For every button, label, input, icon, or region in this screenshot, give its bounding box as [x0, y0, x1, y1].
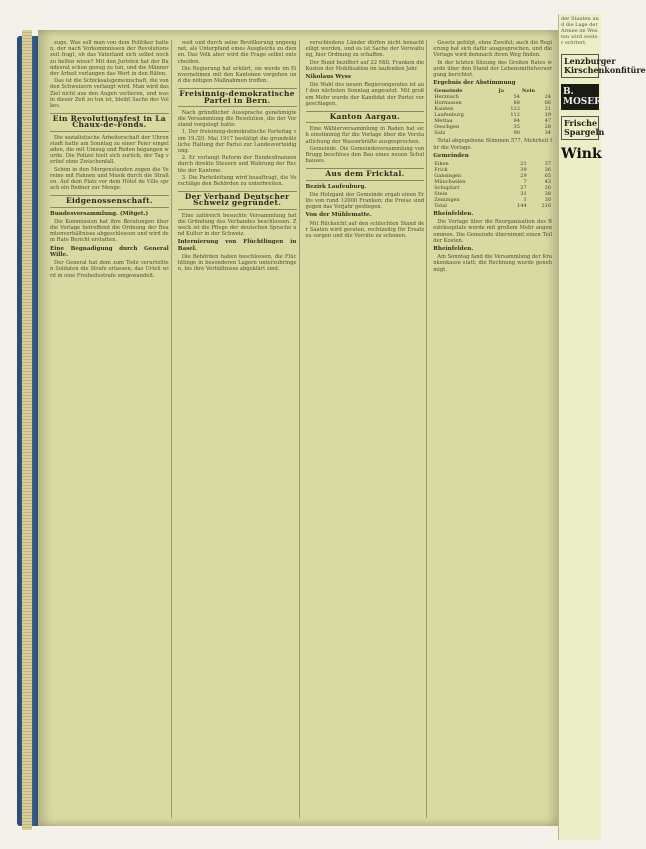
paragraph: Am Sonntag fand die Versammlung der Krankenkasse statt; die Rechnung wurde genehmigt.	[433, 254, 552, 273]
headline: Ein Revolutionsfest in La Chaux-de-Fonds.	[50, 113, 169, 131]
vote-table	[433, 88, 552, 136]
table-cell: 94	[513, 118, 520, 125]
table-cell: 28	[544, 124, 551, 131]
table-cell: Schupfart	[434, 185, 460, 192]
table-cell: 30	[544, 197, 551, 204]
table-row	[433, 130, 552, 136]
table-cell: Eiken	[434, 161, 449, 168]
paragraph: Das ist die Schicksalsgemeinschaft, die von den Schweizern verlangt wird. Man wird das Ziel nicht aus den Augen verlieren, und was in dieser Zeit zu tun ist, bleibt Sache des Volkes.	[50, 78, 169, 110]
paragraph: Schon in den Morgenstunden zogen die Vereine mit Fahnen und Musik durch die Straßen. Auf dem Platz vor dem Hôtel de Ville sprach ein Redner zur Menge.	[50, 166, 169, 192]
table-cell: Mettau	[434, 118, 453, 125]
table-cell: Hornussen	[434, 100, 462, 107]
advertisement: Frische Spargeln	[561, 116, 599, 140]
table-cell: 30	[544, 185, 551, 192]
paragraph: 3. Die Parteileitung wird beauftragt, die Vorschläge den Behörden zu unterbreiten.	[177, 174, 297, 188]
table-cell: 88	[513, 100, 520, 107]
subheading: Von der Mühlematte.	[305, 212, 372, 219]
column-1	[48, 40, 172, 818]
facing-page	[558, 14, 646, 840]
table-cell: 112	[510, 112, 520, 119]
subheading: Eine Begnadigung durch General Wille.	[50, 245, 169, 258]
table-cell: 66	[544, 100, 551, 107]
table-title: Gemeinden	[433, 152, 469, 159]
paragraph: Der General hat dem zum Tode verurteilten Soldaten die Strafe erlassen; das Urteil wird in eine Freiheitsstrafe umgewandelt.	[50, 260, 169, 279]
paragraph: Die Wahl des neuen Regierungsrates ist auf den nächsten Sonntag angesetzt. Mit großem Mehr wurde der Kandidat der Partei vorgeschlagen.	[305, 82, 425, 107]
paragraph: Nach gründlicher Aussprache genehmigte die Versammlung die Resolution, die der Vorstand vorgelegt hatte:	[177, 109, 297, 129]
subheading: Bezirk Laufenburg.	[305, 183, 367, 190]
paragraph: Mit Rücksicht auf den schlechten Stand der Saaten wird geraten, rechtzeitig für Ersatz zu sorgen und die Vorräte zu schonen.	[305, 220, 425, 240]
section-heading: Eidgenossenschaft.	[50, 195, 169, 207]
table-cell: Laufenburg	[434, 112, 464, 119]
paragraph: weit und durch seine Bevölkerung ungeeignet, als Unterpfand eines Ausgleichs zu dienen. Das Volk aber wird die Frage selbst entscheiden.	[177, 40, 297, 65]
subheading: Rheinfelden.	[433, 211, 474, 218]
paragraph: Die sozialistische Arbeiterschaft der Uhrenstadt hatte am Sonntag zu einer Feier eingeladen, die mit Umzug und Reden begangen wurde. Die Polizei hielt sich zurück; der Tag verlief ohne Zwischenfall.	[50, 134, 169, 166]
table-cell: 47	[544, 118, 551, 125]
advertisement: Wink	[561, 146, 602, 162]
table-cell: Kaisten	[434, 106, 454, 113]
table-cell: Münchwilen	[434, 179, 466, 186]
paragraph: 2. Er verlangt Reform der Bundesfinanzen durch direkte Steuern und Wahrung der Rechte der Kantone.	[177, 155, 297, 174]
table-title: Ergebnis der Abstimmung	[433, 80, 516, 87]
column-3	[304, 40, 428, 818]
table-cell: 123	[510, 106, 520, 113]
table-cell: 19	[544, 112, 551, 119]
paragraph: Gemeinde. Die Gemeindeversammlung von Brugg beschloss den Bau eines neuen Schulhauses.	[305, 145, 425, 165]
table-cell: Stein	[434, 191, 448, 198]
subheading: Nikolaus Wyss	[305, 74, 351, 81]
table-header: Nein	[521, 88, 536, 95]
table-cell: 31	[520, 191, 527, 198]
table-cell: 39	[520, 167, 527, 174]
table-cell: Herznach	[434, 94, 459, 101]
headline: Freisinnig-demokratische Partei in Bern.	[178, 88, 297, 106]
subheading: Internierung von Flüchtlingen in Basel.	[177, 239, 297, 252]
table-cell: 54	[513, 94, 520, 101]
table-cell: 90	[513, 130, 520, 137]
paragraph: Die Kommission hat ihre Beratungen über die Vorlage betreffend die Ordnung der Beamtenverhältnisse abgeschlossen und wird dem Rate Bericht erstatten.	[50, 218, 169, 244]
table-cell: 29	[520, 173, 527, 180]
section-heading: Aus dem Fricktal.	[306, 168, 425, 180]
subheading: Bundesversammlung. (Mitget.)	[50, 210, 149, 217]
columns	[48, 40, 554, 818]
table-header: Ja	[498, 88, 505, 95]
table-cell: 7	[523, 179, 527, 186]
paragraph: Die Holzgant der Gemeinde ergab einen Erlös von rund 12000 Franken; die Preise sind gegen das Vorjahr gestiegen.	[305, 191, 425, 211]
newspaper-page	[38, 30, 558, 826]
table-cell: 24	[544, 94, 551, 101]
paragraph: Total abgegebene Stimmen 577, Mehrheit für die Vorlage.	[433, 138, 552, 151]
page-edges	[22, 30, 32, 830]
table-cell: Frick	[434, 167, 448, 174]
table-cell: 216	[541, 203, 551, 210]
municipality-table	[433, 161, 552, 209]
table-cell: 21	[544, 106, 551, 113]
table-cell: 65	[544, 173, 551, 180]
table-cell: Total	[434, 203, 447, 210]
advertisement: Lenzburger Kirschenkonfitüre	[561, 54, 599, 78]
paragraph: Die Behörden haben beschlossen, die Flüchtlinge in besonderen Lagern unterzubringen, bis ihre Verhältnisse abgeklärt sind.	[177, 253, 297, 273]
column-2	[176, 40, 300, 818]
table-cell: Oeschgen	[434, 124, 460, 131]
table-cell: 1	[523, 197, 527, 204]
table-cell: 37	[544, 161, 551, 168]
table-cell: Sulz	[434, 130, 446, 137]
paragraph: Der Bund beziffert auf 22 Mill. Franken die Kosten der Mobilisation im laufenden Jahr.	[305, 59, 425, 72]
paragraph: zuge. Was soll man von dem Politiker halten, der nach Vorkommnissen der Revolutionszeit fragt, ob das Vaterland sich selbst noch zu helfen wisse? Mit den Juristen hat der Bundesrat schon genug zu tun, und die Männer der Arbeit verlangen das Wort in den Räten.	[50, 40, 169, 78]
paragraph: Eine zahlreich besuchte Versammlung hat die Gründung des Verbandes beschlossen. Zweck ist die Pflege der deutschen Sprache und Kultur in der Schweiz.	[177, 212, 297, 238]
paragraph: Die Regierung hat erklärt, sie werde im Einvernehmen mit den Kantonen vorgehen und die nötigen Maßnahmen treffen.	[177, 65, 297, 85]
advertisement: B. MOSER	[561, 84, 599, 110]
facing-page-text: der Staaten und die Lage der Armee im Westen wird weiter erörtert.	[561, 16, 599, 46]
table-header: Gemeinde	[434, 88, 463, 95]
table-cell: Zeiningen	[434, 197, 460, 204]
table-cell: 38	[544, 191, 551, 198]
section-heading: Kanton Aargau.	[306, 111, 425, 123]
table-cell: 144	[517, 203, 527, 210]
table-cell: Gansingen	[434, 173, 462, 180]
table-cell: 21	[520, 161, 527, 168]
table-cell: 36	[544, 167, 551, 174]
paragraph: Eine Wählerversammlung in Baden hat sich einstimmig für die Vorlage über die Verstaatlichung der Wasserkräfte ausgesprochen.	[305, 126, 425, 145]
subheading: Rheinfelden.	[433, 246, 474, 253]
paragraph: Die Vorlage über die Reorganisation des Bezirksspitals wurde mit großem Mehr angenommen. Die Gemeinde übernimmt einen Teil der Kosten.	[433, 219, 552, 244]
table-cell: 27	[520, 185, 527, 192]
table-cell: 34	[544, 130, 551, 137]
paragraph: In der letzten Sitzung des Großen Rates wurde über den Stand der Lebensmittelversorgung berichtet.	[433, 59, 552, 79]
paragraph: verschiedene Länder dürfen nicht benachteiligt werden, und es ist Sache der Verwaltung, hier Ordnung zu schaffen.	[305, 40, 425, 59]
table-cell: 35	[513, 124, 520, 131]
headline: Der Verband Deutscher Schweiz gegründet.	[178, 191, 297, 209]
paragraph: Gesetz gefolgt, ohne Zweifel; auch die Regierung hat sich dafür ausgesprochen, und die Vorlage wird demnach ihren Weg finden.	[433, 40, 552, 59]
column-4	[431, 40, 554, 818]
table-cell: 43	[544, 179, 551, 186]
paragraph: 1. Der freisinnig-demokratische Parteitag vom 19./20. Mai 1917 bestätigt die grundsätzliche Haltung der Partei zur Landesverteidigung.	[177, 129, 297, 155]
